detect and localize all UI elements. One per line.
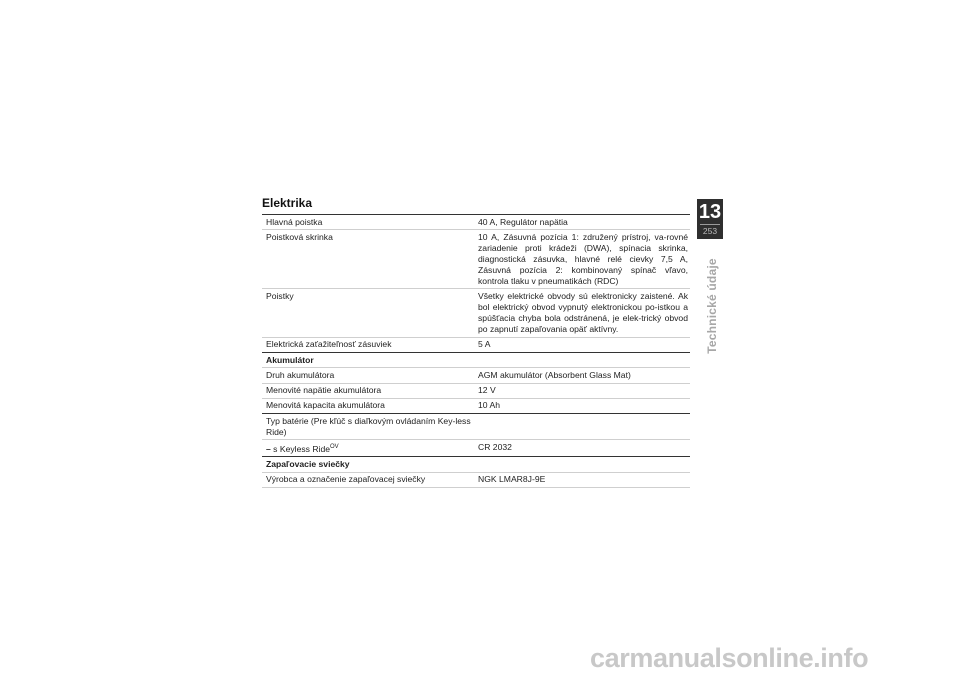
keyless-label: s Keyless Ride (273, 443, 331, 454)
battery-heading: Akumulátor (262, 352, 690, 368)
row-value: 10 A, Zásuvná pozícia 1: združený prístroj, va-rovné zariadenie proti krádeži (DWA), spínacia skrinka, diagnostická zásuvka, hlavné relé cievky 7,5 A, Zásuvná pozícia 2: kombinovaný spínač vľavo, kontrola tlaku v pneumatikách (RDC) (472, 230, 690, 289)
row-label: Druh akumulátora (262, 368, 472, 383)
spark-heading: Zapaľovacie sviečky (262, 457, 690, 473)
row-label: Poistková skrinka (262, 230, 472, 289)
row-value: Všetky elektrické obvody sú elektronicky zaistené. Ak bol elektrický obvod vypnutý elektronickou po-istkou a spúšťacia chyba bola odstránená, je elek-trický obvod po zapnutí zapaľovania opäť aktívny. (472, 289, 690, 337)
row-value: CR 2032 (472, 440, 690, 457)
chapter-title: Technické údaje (705, 258, 719, 354)
row-value: NGK LMAR8J-9E (472, 472, 690, 487)
watermark: carmanualsonline.info (590, 643, 869, 673)
row-label: Výrobca a označenie zapaľovacej sviečky (262, 472, 472, 487)
page-number: 253 (702, 226, 718, 236)
table-row (262, 472, 690, 487)
table-row (262, 230, 690, 289)
chapter-tab (697, 199, 723, 239)
row-value: 40 A, Regulátor napätia (472, 215, 690, 230)
row-label: Menovitá kapacita akumulátora (262, 398, 472, 413)
dash-marker: – (266, 443, 271, 454)
key-battery-label: Typ batérie (Pre kľúč s diaľkovým ovládaním Key-less Ride) (262, 413, 472, 439)
table-row (262, 289, 690, 337)
option-marker: OV (330, 443, 339, 450)
table-row (262, 215, 690, 230)
chapter-divider (700, 224, 720, 225)
row-value: AGM akumulátor (Absorbent Glass Mat) (472, 368, 690, 383)
table-row (262, 337, 690, 352)
row-value: 12 V (472, 383, 690, 398)
table-row (262, 368, 690, 383)
table-row (262, 413, 690, 439)
table-row (262, 383, 690, 398)
row-value: 10 Ah (472, 398, 690, 413)
table-row (262, 440, 690, 457)
row-label: Hlavná poistka (262, 215, 472, 230)
battery-heading-row (262, 352, 690, 368)
row-value-empty (472, 413, 690, 439)
spark-heading-row (262, 457, 690, 473)
row-label: Poistky (262, 289, 472, 337)
table-row (262, 398, 690, 413)
keyless-label-cell (262, 440, 472, 457)
section-title: Elektrika (262, 196, 313, 210)
row-value: 5 A (472, 337, 690, 352)
chapter-number: 13 (698, 201, 722, 223)
electrical-spec-table (262, 214, 690, 488)
row-label: Menovité napätie akumulátora (262, 383, 472, 398)
row-label: Elektrická zaťažiteľnosť zásuviek (262, 337, 472, 352)
